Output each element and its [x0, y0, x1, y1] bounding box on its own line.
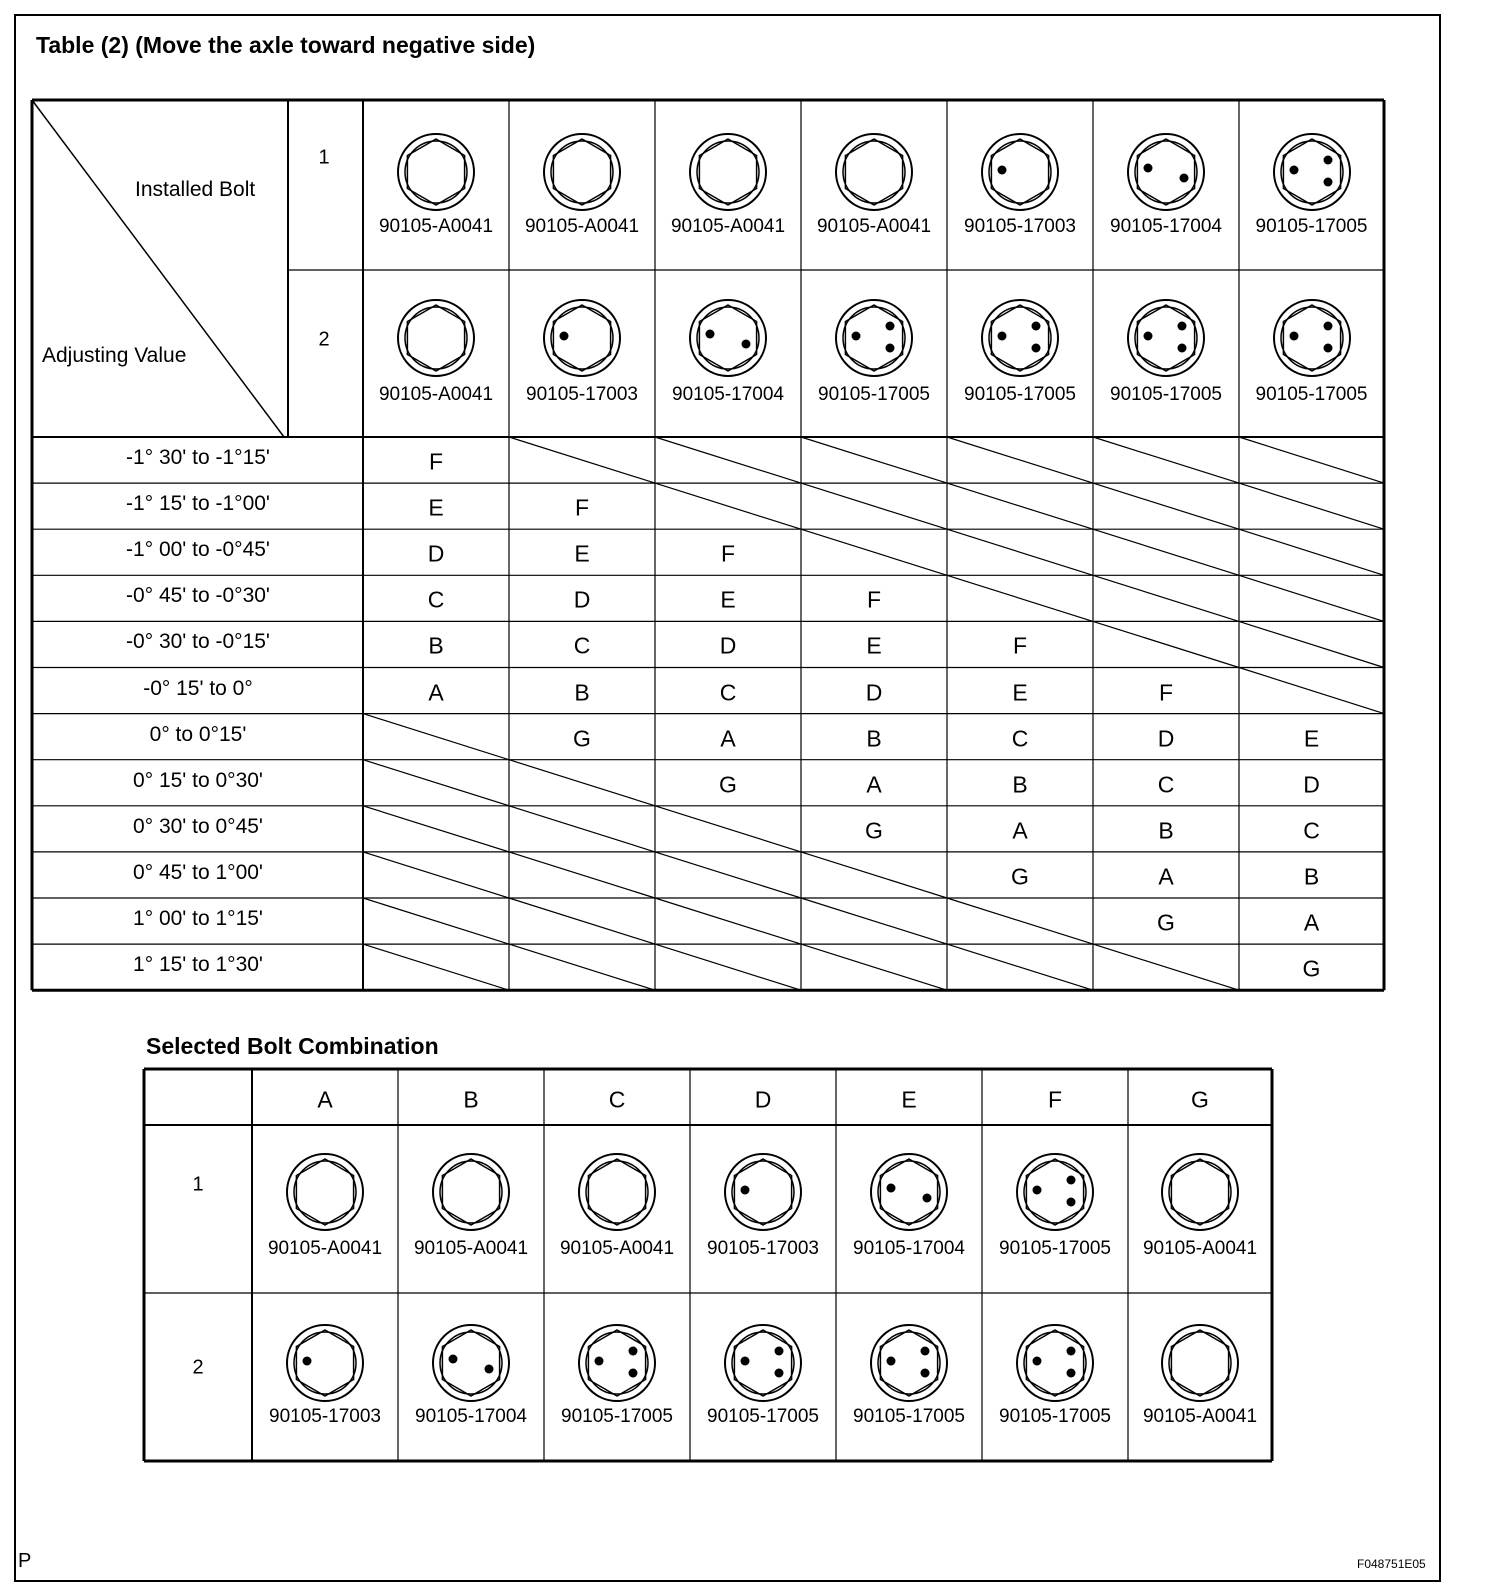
bolt-plain-icon	[396, 298, 476, 378]
empty-cell-diagonal	[1093, 944, 1239, 990]
combination-column-header: E	[901, 1086, 917, 1113]
empty-cell-diagonal	[509, 806, 655, 852]
combination-column-header: A	[317, 1086, 333, 1113]
combination-letter: A	[720, 725, 736, 752]
empty-cell-diagonal	[655, 483, 801, 529]
adjusting-range-label: 0° 15' to 0°30'	[133, 768, 263, 792]
bolt-part-number: 90105-A0041	[267, 1238, 383, 1259]
empty-cell-diagonal	[801, 944, 947, 990]
combination-letter: A	[428, 679, 444, 706]
combination-column-header: G	[1191, 1086, 1209, 1113]
empty-cell-diagonal	[1093, 483, 1239, 529]
combination-letter: G	[1157, 909, 1175, 936]
combination-letter: G	[1302, 955, 1321, 982]
bolt-2-dot-icon	[869, 1152, 949, 1232]
adjusting-range-label: 0° 45' to 1°00'	[133, 860, 263, 884]
combination-letter: F	[1158, 679, 1174, 706]
empty-cell-diagonal	[1093, 529, 1239, 575]
combination-letter: F	[720, 540, 736, 567]
combination-letter: A	[1303, 909, 1320, 936]
adjusting-range-label: -0° 45' to -0°30'	[126, 584, 270, 608]
combination-column-header: C	[608, 1086, 626, 1113]
combination-letter: B	[1158, 817, 1174, 844]
selected-combination-title: Selected Bolt Combination	[146, 1033, 439, 1059]
bolt-plain-icon	[577, 1152, 657, 1232]
empty-cell-diagonal	[947, 483, 1093, 529]
combination-letter: C	[719, 679, 737, 706]
combination-column-header: B	[463, 1086, 479, 1113]
adjusting-range-label: -1° 15' to -1°00'	[126, 492, 270, 516]
empty-cell-diagonal	[1239, 437, 1384, 483]
bolt-part-number: 90105-17005	[561, 1406, 673, 1427]
combination-letter: E	[866, 632, 882, 659]
adjusting-value-label: Adjusting Value	[42, 344, 187, 367]
empty-cell-diagonal	[947, 437, 1093, 483]
bolt-part-number: 90105-A0041	[378, 384, 494, 405]
combination-letter: B	[1303, 863, 1320, 890]
combination-letter: B	[574, 679, 590, 706]
empty-cell-diagonal	[1239, 529, 1384, 575]
empty-cell-diagonal	[655, 944, 801, 990]
empty-cell-diagonal	[947, 898, 1093, 944]
combination-letter: F	[428, 448, 444, 475]
combination-letter: F	[1012, 632, 1028, 659]
bolt-3-dot-icon	[1272, 298, 1352, 378]
bolt-part-number: 90105-17003	[964, 216, 1076, 237]
empty-cell-diagonal	[363, 852, 509, 898]
bolt-part-number: 90105-A0041	[413, 1238, 529, 1259]
bolt-plain-icon	[1160, 1152, 1240, 1232]
bolt-2-dot-icon	[688, 298, 768, 378]
combination-letter: G	[1011, 863, 1029, 890]
bolt-part-number: 90105-A0041	[1142, 1406, 1258, 1427]
empty-cell-diagonal	[363, 760, 509, 806]
bolt-3-dot-icon	[1015, 1152, 1095, 1232]
adjusting-range-label: 0° 30' to 0°45'	[133, 814, 263, 838]
adjusting-range-label: 0° to 0°15'	[149, 722, 247, 746]
bolt-part-number: 90105-17003	[269, 1406, 381, 1427]
combination-letter: D	[427, 540, 445, 567]
bolt-3-dot-icon	[723, 1323, 803, 1403]
bolt-part-number: 90105-A0041	[670, 216, 786, 237]
combination-letter: C	[1157, 771, 1175, 798]
empty-cell-diagonal	[363, 898, 509, 944]
bolt-part-number: 90105-A0041	[378, 216, 494, 237]
bolt-3-dot-icon	[834, 298, 914, 378]
combination-row-number: 1	[192, 1173, 204, 1196]
combination-letter: C	[1303, 817, 1320, 844]
bolt-1-dot-icon	[542, 298, 622, 378]
combination-letter: C	[427, 586, 445, 613]
bolt-plain-icon	[542, 132, 622, 212]
combination-letter: E	[720, 586, 736, 613]
empty-cell-diagonal	[947, 944, 1093, 990]
bolt-part-number: 90105-A0041	[816, 216, 932, 237]
empty-cell-diagonal	[655, 898, 801, 944]
bolt-part-number: 90105-17003	[526, 384, 638, 405]
empty-cell-diagonal	[363, 806, 509, 852]
combination-letter: B	[1012, 771, 1028, 798]
empty-cell-diagonal	[1239, 575, 1384, 621]
empty-cell-diagonal	[801, 529, 947, 575]
bolt-part-number: 90105-17004	[672, 384, 784, 405]
bolt-part-number: 90105-17005	[853, 1406, 965, 1427]
combination-letter: G	[719, 771, 737, 798]
empty-cell-diagonal	[801, 483, 947, 529]
adjusting-range-label: -0° 30' to -0°15'	[126, 630, 270, 654]
bolt-1-dot-icon	[723, 1152, 803, 1232]
combination-letter: A	[1012, 817, 1028, 844]
bolt-3-dot-icon	[1272, 132, 1352, 212]
combination-letter: A	[866, 771, 882, 798]
combination-letter: G	[865, 817, 883, 844]
empty-cell-diagonal	[655, 437, 801, 483]
bolt-part-number: 90105-A0041	[1142, 1238, 1258, 1259]
bolt-3-dot-icon	[577, 1323, 657, 1403]
bolt-plain-icon	[1160, 1323, 1240, 1403]
combination-letter: F	[866, 586, 882, 613]
bolt-part-number: 90105-A0041	[559, 1238, 675, 1259]
bolt-plain-icon	[396, 132, 476, 212]
combination-letter: D	[865, 679, 883, 706]
combination-letter: G	[573, 725, 591, 752]
empty-cell-diagonal	[1093, 621, 1239, 667]
empty-cell-diagonal	[509, 898, 655, 944]
empty-cell-diagonal	[655, 806, 801, 852]
empty-cell-diagonal	[1093, 575, 1239, 621]
combination-letter: D	[573, 586, 591, 613]
bolt-part-number: 90105-17005	[818, 384, 930, 405]
adjusting-range-label: -0° 15' to 0°	[143, 676, 253, 700]
bolt-1-dot-icon	[980, 132, 1060, 212]
empty-cell-diagonal	[1093, 437, 1239, 483]
combination-letter: E	[574, 540, 590, 567]
combination-letter: E	[428, 494, 444, 521]
page-title: Table (2) (Move the axle toward negative side)	[36, 32, 536, 58]
combination-letter: A	[1158, 863, 1174, 890]
figure-code: F048751E05	[1357, 1557, 1426, 1571]
combination-row-number: 2	[192, 1356, 204, 1379]
empty-cell-diagonal	[1239, 668, 1384, 714]
empty-cell-diagonal	[1239, 483, 1384, 529]
empty-cell-diagonal	[947, 575, 1093, 621]
empty-cell-diagonal	[801, 852, 947, 898]
header-row-number: 2	[318, 328, 330, 351]
empty-cell-diagonal	[363, 714, 509, 760]
bolt-part-number: 90105-17005	[964, 384, 1076, 405]
header-row-number: 1	[318, 146, 330, 169]
empty-cell-diagonal	[509, 944, 655, 990]
empty-cell-diagonal	[1239, 621, 1384, 667]
empty-cell-diagonal	[363, 944, 509, 990]
footer-page-marker: P	[18, 1550, 32, 1572]
bolt-part-number: 90105-17004	[415, 1406, 527, 1427]
adjusting-range-label: -1° 00' to -0°45'	[126, 538, 270, 562]
combination-letter: B	[428, 632, 444, 659]
empty-cell-diagonal	[509, 852, 655, 898]
combination-letter: F	[574, 494, 590, 521]
bolt-plain-icon	[431, 1152, 511, 1232]
combination-letter: C	[1011, 725, 1029, 752]
combination-letter: E	[1012, 679, 1028, 706]
bolt-part-number: 90105-17004	[1110, 216, 1222, 237]
empty-cell-diagonal	[509, 760, 655, 806]
bolt-3-dot-icon	[869, 1323, 949, 1403]
bolt-part-number: 90105-17005	[1110, 384, 1222, 405]
bolt-plain-icon	[834, 132, 914, 212]
bolt-part-number: 90105-A0041	[524, 216, 640, 237]
bolt-2-dot-icon	[431, 1323, 511, 1403]
adjusting-range-label: 1° 00' to 1°15'	[133, 907, 263, 931]
empty-cell-diagonal	[801, 898, 947, 944]
bolt-3-dot-icon	[980, 298, 1060, 378]
combination-letter: E	[1303, 725, 1320, 752]
combination-letter: D	[1157, 725, 1175, 752]
bolt-part-number: 90105-17005	[999, 1238, 1111, 1259]
empty-cell-diagonal	[947, 529, 1093, 575]
bolt-part-number: 90105-17004	[853, 1238, 965, 1259]
combination-column-header: D	[754, 1086, 772, 1113]
combination-column-header: F	[1047, 1086, 1063, 1113]
bolt-3-dot-icon	[1126, 298, 1206, 378]
empty-cell-diagonal	[655, 852, 801, 898]
empty-cell-diagonal	[801, 437, 947, 483]
bolt-1-dot-icon	[285, 1323, 365, 1403]
empty-cell-diagonal	[509, 437, 655, 483]
bolt-part-number: 90105-17005	[999, 1406, 1111, 1427]
combination-letter: D	[719, 632, 737, 659]
installed-bolt-label: Installed Bolt	[135, 178, 256, 201]
adjusting-range-label: 1° 15' to 1°30'	[133, 953, 263, 977]
combination-letter: D	[1303, 771, 1320, 798]
combination-letter: B	[866, 725, 882, 752]
bolt-plain-icon	[688, 132, 768, 212]
combination-letter: C	[573, 632, 591, 659]
bolt-2-dot-icon	[1126, 132, 1206, 212]
bolt-part-number: 90105-17005	[707, 1406, 819, 1427]
bolt-plain-icon	[285, 1152, 365, 1232]
adjusting-range-label: -1° 30' to -1°15'	[126, 446, 270, 470]
bolt-part-number: 90105-17003	[707, 1238, 819, 1259]
bolt-3-dot-icon	[1015, 1323, 1095, 1403]
bolt-part-number: 90105-17005	[1255, 216, 1368, 237]
header-diagonal	[32, 100, 284, 437]
bolt-part-number: 90105-17005	[1255, 384, 1368, 405]
